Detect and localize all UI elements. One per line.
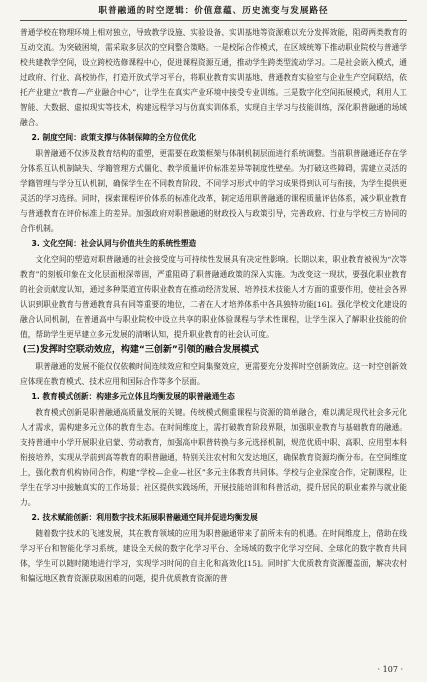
header-divider (20, 20, 407, 21)
paragraph: 文化空间的塑造对职普融通的社会接受度与可持续性发展具有决定性影响。长期以来，职业教育被视为“次等教育”的刻板印象在文化层面根深蒂固，严重阻碍了职普融通政策的深入实施。为改变这一现状，要强化职业教育的社会贡献度认知，通过多种渠道宣传职业教育在推动经济发展、培养技术技能人才方面的重要作用，使社会各界认识到职业教育与普通教育具有同等重要的地位，二者在人才培养体系中各具独特功能[16]。强化学校文化建设的融合认同机制，在普通高中与职业院校中设立共享的职业体验课程与学术性课程，让学生深入了解职业技能的价值，帮助学生更早建立多元发展的清晰认知，提升职业教育的社会认可度。 (20, 255, 407, 339)
article-body (20, 25, 407, 586)
subheading: 3. 文化空间：社会认同与价值共生的系统性塑造 (31, 239, 197, 248)
section-heading: (三)发挥时空联动效应，构建“三创新”引领的融合发展模式 (22, 345, 259, 355)
paragraph: 职普融通的发展不能仅仅依赖时间连续效应和空间集聚效应，更需要充分发挥时空创新效应。这一时空创新效应体现在教育模式、技术应用和国际合作等多个层面。 (20, 362, 407, 386)
paragraph: 随着数字技术的飞速发展，其在教育领域的应用为职普融通带来了前所未有的机遇。在时间维度上，借助在线学习平台和智能化学习系统，建设全天候的数字化学习平台、全场域的数字化学习空间、全球化的数字教育共同体，学生可以随时随地进行学习，实现学习时间的自主化和高效化[15]。同时扩大优质教育资源覆盖面，解决农村和偏远地区教育资源获取困难的问题，提升优质教育资源的普 (20, 529, 407, 583)
paragraph: 普通学校在物理环境上相对独立，导致教学设施、实验设备、实训基地等资源难以充分发挥效能，阻碍两类教育的互动交流。为突破困境，需采取多层次的空间整合策略。一是校际合作模式，在区域统筹下推动职业院校与普通学校共建教学空间，设立跨校选修课程中心，促进课程资源互通，推动学生跨类型流动学习。二是社会嵌入模式，通过政府、行业、高校协作，打造开放式学习平台，将职业教育实训基地、普通教育实验室与企业生产空间联结，依托产业建立“教育—产业融合中心”，让学生在真实产业环境中接受专业训练。三是数字化空间拓展模式，利用人工智能、大数据、虚拟现实等技术，构建远程学习与仿真实训体系，实现自主学习与技能训练，深化职普融通的场域融合。 (20, 28, 407, 127)
running-header: 职普融通的时空逻辑：价值意蕴、历史流变与发展路径 (98, 6, 329, 16)
subheading: 2. 制度空间：政策支撑与体制保障的全方位优化 (31, 133, 197, 142)
page-number: · 107 · (377, 665, 403, 674)
paragraph: 职普融通不仅涉及教育结构的重塑，更需要在政策框架与体制机制层面进行系统调整。当前职普融通还存在学分体系互认机制缺失、学籍管理方式僵化、教学质量评价标准差异等制度性壁垒。为打破这些障碍，需建立灵活的学籍管理与学分互认机制，确保学生在不同教育阶段、不同学习形式中的学习成果得到认可与衔接，为学生提供更灵活的学习选择。同时，探索课程评价体系的标准化改革，制定适用职普融通的课程质量评估体系，减少职业教育与普通教育在评价标准上的差异。加强政府对职普融通的财政投入与政策引导，完善政府、行业与学校三方协同的合作机制。 (20, 149, 407, 233)
subheading: 2. 技术赋能创新：利用数字技术拓展职普融通空间并促进均衡发展 (31, 513, 258, 522)
subheading: 1. 教育模式创新：构建多元立体且均衡发展的职普融通生态 (31, 392, 235, 401)
paragraph: 教育模式创新是职普融通高质量发展的关键。传统模式侧重课程与资源的简单融合，难以满足现代社会多元化人才需求，需构建多元立体的教育生态。在时间维度上，需打破教育阶段界限，加强职业教育与基础教育的融通。支持普通中小学开展职业启蒙、劳动教育，加强高中职普转换与多元选择机制，规范优质中职、高职、应用型本科衔接培养，实现从学前到高等教育的职普融通，特别关注农村和欠发达地区，确保教育资源均衡分布。在空间维度上，强化教育机构协同合作，构建“学校—企业—社区”多元主体教育共同体。学校与企业深度合作，定制课程，让学生在学习中接触真实的工作场景；社区提供实践场所，开展技能培训和科普活动，提升居民的职业素养与就业能力。 (20, 408, 407, 507)
